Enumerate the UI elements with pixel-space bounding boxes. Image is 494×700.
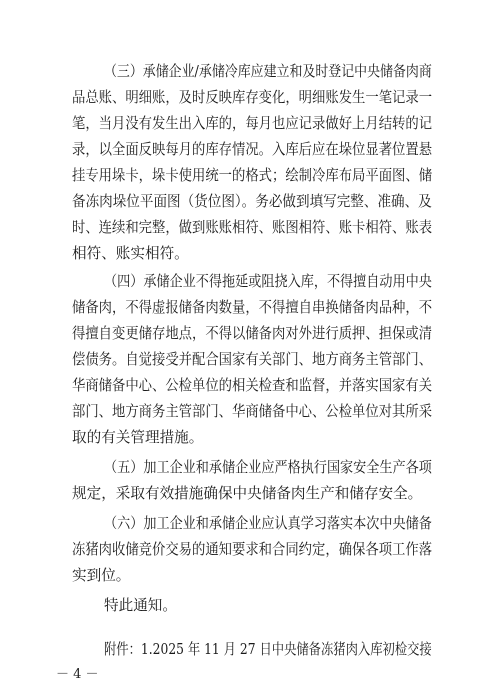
para-6-line-2: 冻猪肉收储竞价交易的通知要求和合同约定，确保各项工作落 bbox=[72, 541, 433, 558]
para-3-line-7: 时、连续和完整，做到账账相符、账图相符、账卡相符、账表 bbox=[72, 219, 433, 236]
para-4-line-4: 偿债务。自觉接受并配合国家有关部门、地方商务主管部门、 bbox=[72, 351, 433, 368]
page-number: － 4 － bbox=[56, 667, 99, 682]
closing-line: 特此通知。 bbox=[104, 597, 177, 614]
para-4-line-2: 储备肉，不得虚报储备肉数量，不得擅自串换储备肉品种，不 bbox=[72, 299, 433, 316]
para-3-line-1: （三）承储企业/承储冷库应建立和及时登记中央储备肉商 bbox=[104, 63, 432, 80]
para-5-line-1: （五）加工企业和承储企业应严格执行国家安全生产各项 bbox=[104, 459, 432, 476]
para-3-line-3: 笔，当月没有发生出入库的，每月也应记录做好上月结转的记 bbox=[72, 115, 433, 132]
para-3-line-4: 录，以全面反映每月的库存情况。入库后应在垛位显著位置悬 bbox=[72, 141, 433, 158]
para-4-line-7: 取的有关管理措施。 bbox=[72, 429, 204, 446]
para-3-line-8: 相符、账实相符。 bbox=[72, 245, 189, 262]
para-3-line-6: 备冻肉垛位平面图（货位图）。务必做到填写完整、准确、及 bbox=[72, 193, 432, 210]
attachment-line: 附件：1.2025 年 11 月 27 日中央储备冻猪肉入库初检交接 bbox=[104, 641, 432, 658]
para-3-line-5: 挂专用垛卡，垛卡使用统一的格式；绘制冷库布局平面图、储 bbox=[72, 167, 433, 184]
para-4-line-1: （四）承储企业不得拖延或阻挠入库，不得擅自动用中央 bbox=[104, 273, 432, 290]
para-5-line-2: 规定，采取有效措施确保中央储备肉生产和储存安全。 bbox=[72, 485, 423, 502]
para-6-line-3: 实到位。 bbox=[72, 567, 131, 584]
para-4-line-3: 得擅自变更储存地点，不得以储备肉对外进行质押、担保或清 bbox=[72, 325, 433, 342]
para-4-line-6: 部门、地方商务主管部门、华商储备中心、公检单位对其所采 bbox=[72, 403, 433, 420]
para-6-line-1: （六）加工企业和承储企业应认真学习落实本次中央储备 bbox=[104, 515, 432, 532]
para-4-line-5: 华商储备中心、公检单位的相关检查和监督，并落实国家有关 bbox=[72, 377, 433, 394]
para-3-line-2: 品总账、明细账，及时反映库存变化，明细账发生一笔记录一 bbox=[72, 89, 433, 106]
